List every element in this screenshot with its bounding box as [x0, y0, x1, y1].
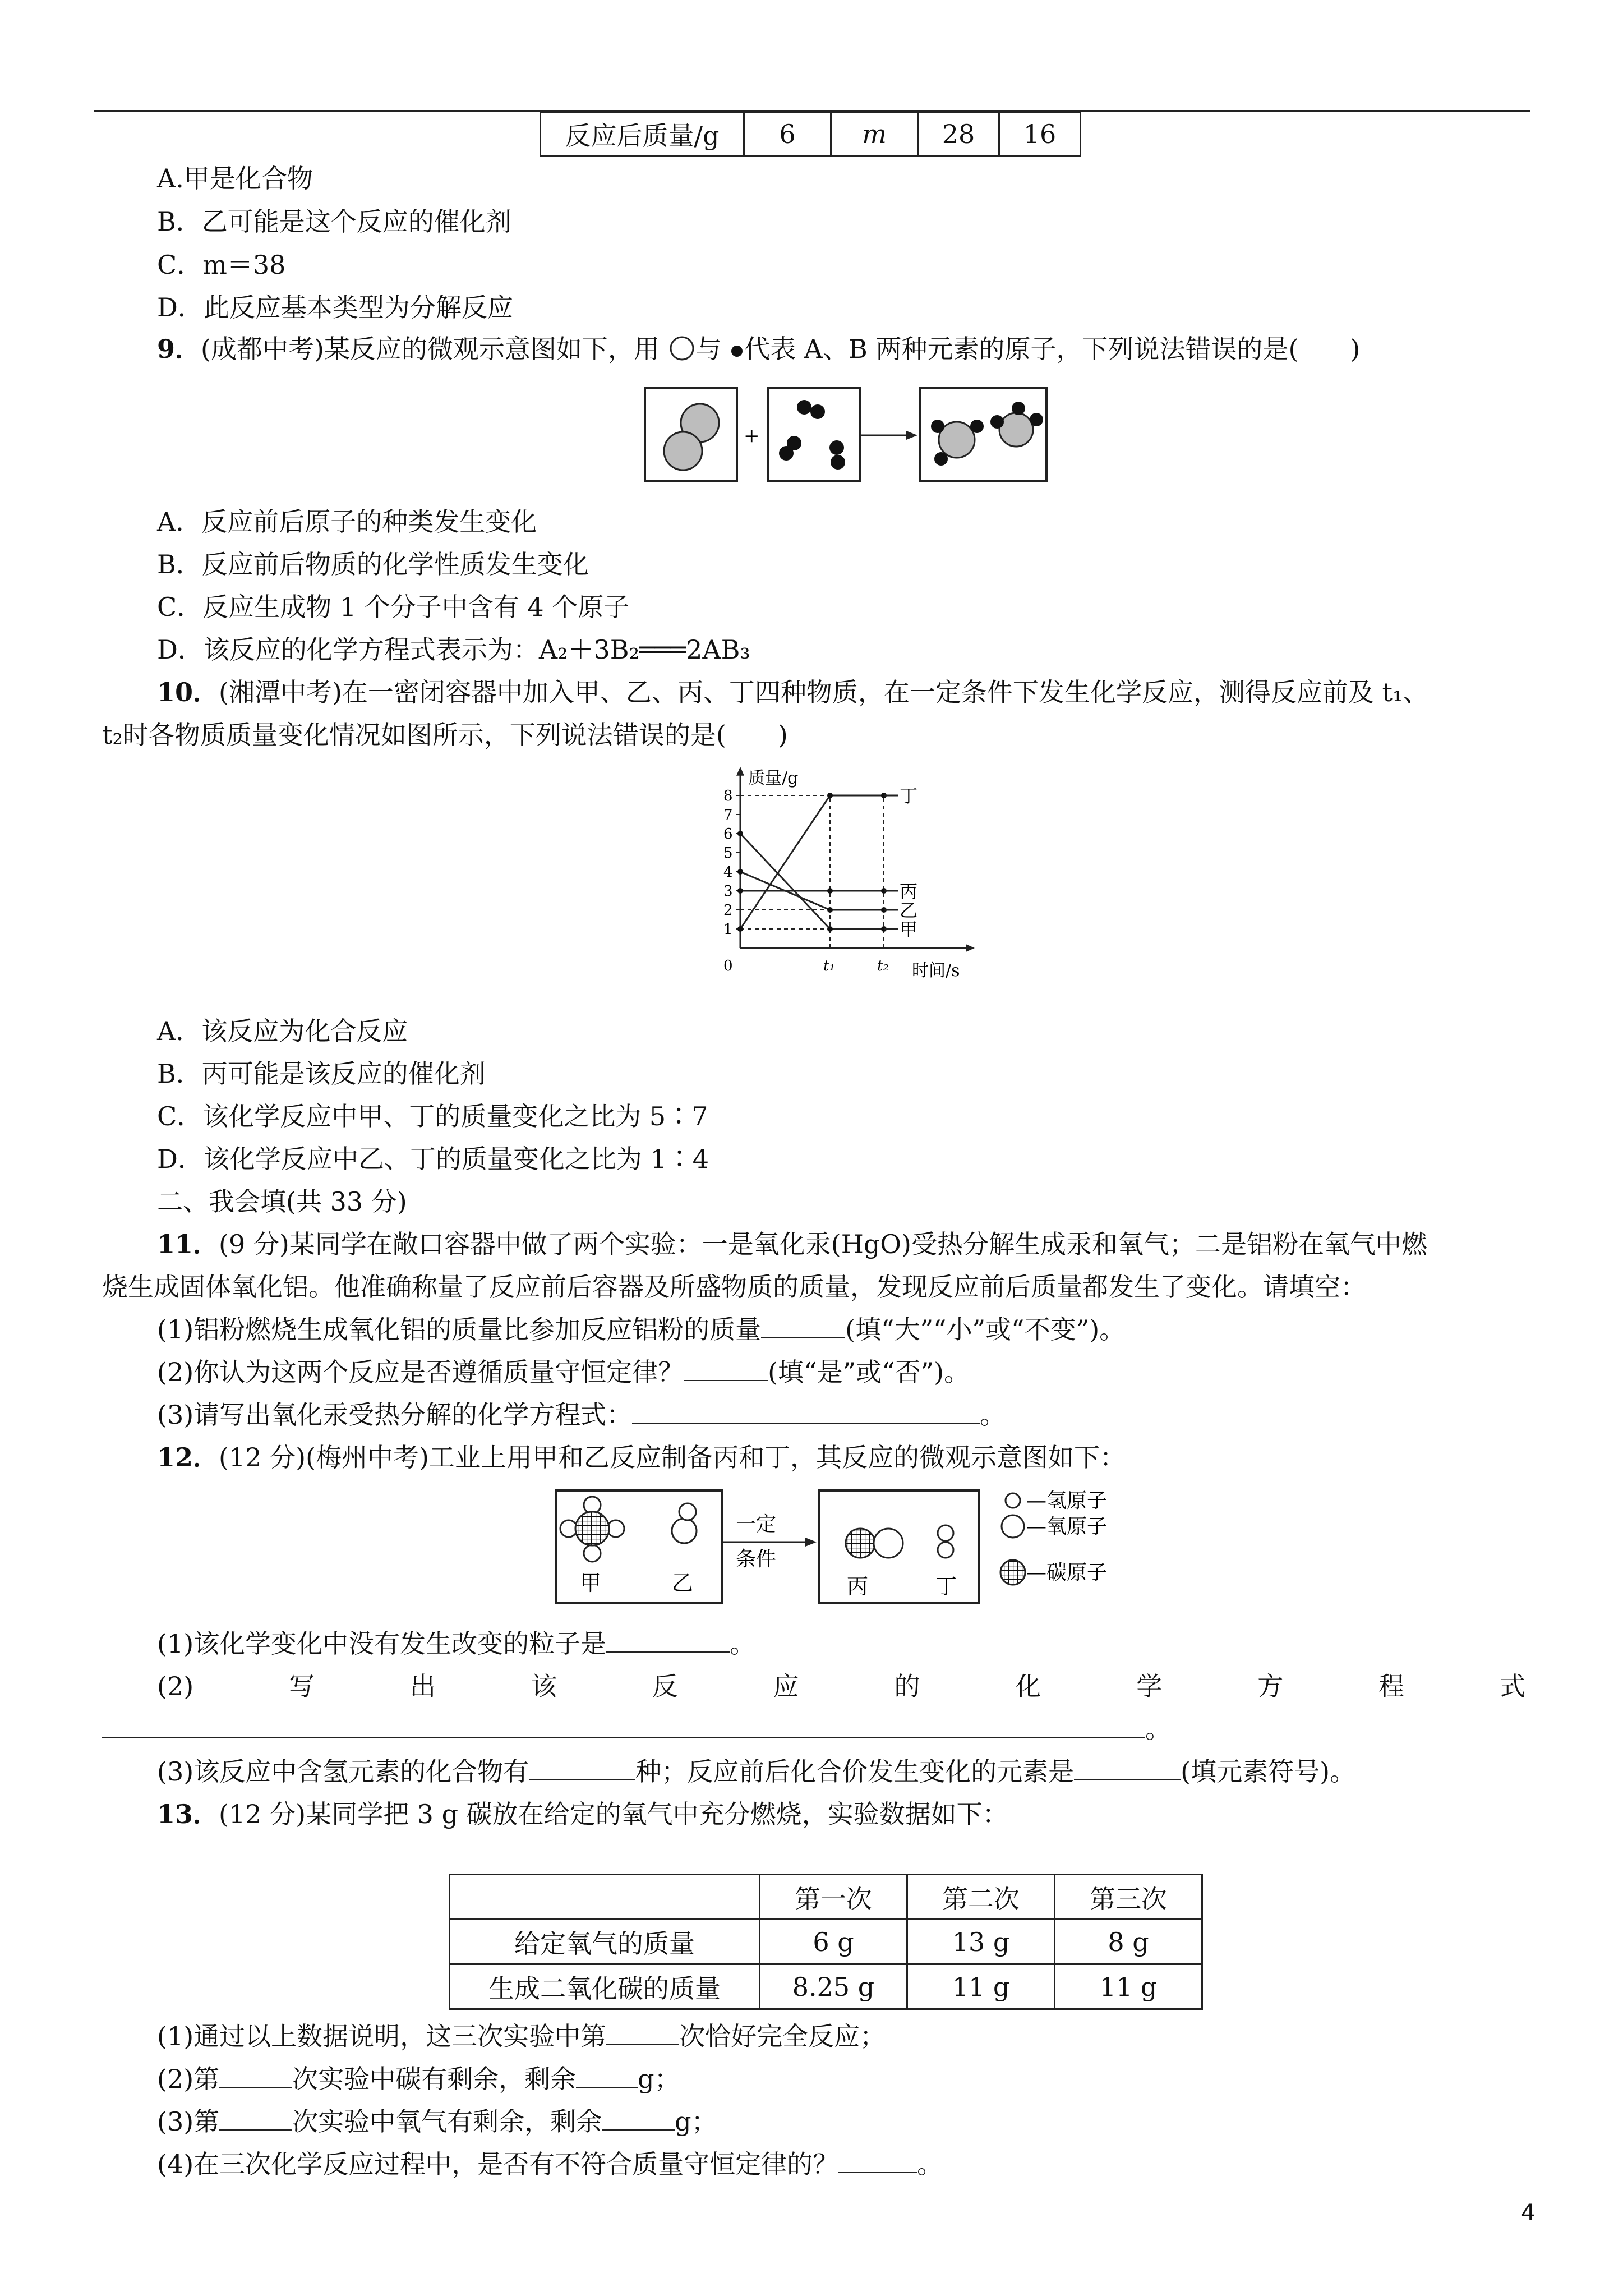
answer-blank[interactable] [761, 1313, 845, 1338]
q10-question-line1 [157, 675, 1428, 709]
q12-text: 写 [289, 1671, 315, 1701]
q12-text: (3)该反应中含氢元素的化合物有 [157, 1756, 529, 1787]
series-label: 甲 [900, 919, 918, 940]
q13-part4 [157, 2147, 943, 2181]
answer-blank[interactable] [606, 1627, 730, 1653]
table-row [450, 1964, 1202, 2009]
q11-text: (3)请写出氧化汞受热分解的化学方程式： [157, 1400, 633, 1430]
ding-label: 丁 [935, 1574, 957, 1599]
data-point [737, 926, 743, 932]
q12-text: 式 [1499, 1671, 1525, 1701]
legend-oxygen: —氧原子 [1026, 1515, 1108, 1538]
origin-label: 0 [723, 958, 733, 974]
legend-carbon: —碳原子 [1026, 1561, 1108, 1584]
y-axis-label: 质量/g [748, 768, 799, 788]
yi-label: 乙 [672, 1571, 694, 1595]
question-number: 11． [157, 1229, 219, 1259]
q12-part2 [157, 1669, 1525, 1703]
table-cell: 11 g [1055, 1964, 1202, 2009]
q13-text: 次恰好完全反应； [679, 2021, 886, 2051]
q13-text: g； [638, 2064, 680, 2094]
q10-option-b: B．丙可能是该反应的催化剂 [157, 1059, 486, 1089]
q11-text: (9 分)某同学在敞口容器中做了两个实验：一是氧化汞(HgO)受热分解生成汞和氧气；二是铝粉在氧气中燃 [219, 1229, 1427, 1259]
q12-text: 方 [1257, 1671, 1284, 1701]
legend-hydrogen: —氢原子 [1026, 1489, 1108, 1512]
answer-blank[interactable] [684, 1355, 768, 1381]
q12-text: 的 [894, 1671, 920, 1701]
table-cell: 13 g [907, 1920, 1055, 1964]
jia-label: 甲 [580, 1571, 602, 1595]
q13-part3 [157, 2105, 717, 2138]
x-tick-label: t₂ [877, 958, 889, 974]
q9-option-a: A．反应前后原子的种类发生变化 [157, 507, 537, 537]
data-point [737, 831, 743, 836]
x-axis-label: 时间/s [912, 961, 960, 981]
y-tick-label: 8 [723, 788, 733, 804]
y-tick-label: 6 [723, 826, 733, 843]
table-cell: 8.25 g [760, 1964, 907, 2009]
x-axis-arrow-icon [966, 944, 975, 952]
q10-option-d: D．该化学反应中乙、丁的质量变化之比为 1∶4 [157, 1144, 709, 1174]
q13-part2 [157, 2062, 680, 2096]
q13-text: 。 [917, 2149, 943, 2179]
q9-option-d: D．该反应的化学方程式表示为：A₂＋3B₂═══2AB₃ [157, 634, 750, 665]
q13-question [157, 1797, 1008, 1831]
q13-text: (1)通过以上数据说明，这三次实验中第 [157, 2021, 607, 2051]
q9-option-b: B．反应前后物质的化学性质发生变化 [157, 549, 589, 579]
section-heading: 二、我会填(共 33 分) [157, 1186, 407, 1217]
q12-text: 反 [652, 1671, 678, 1701]
plus-sign: + [744, 425, 760, 447]
answer-blank[interactable] [632, 1398, 980, 1424]
q13-data-table [449, 1874, 1203, 2010]
answer-blank[interactable] [529, 1755, 635, 1780]
q8-option-b: B．乙可能是这个反应的催化剂 [157, 206, 511, 237]
carbon-atom-icon [1000, 1560, 1025, 1585]
table-cell: 28 [918, 112, 999, 157]
x-tick-label: t₁ [823, 958, 835, 974]
page-number: 4 [1521, 2200, 1536, 2226]
q10-mass-time-chart [707, 763, 1021, 999]
table-cell: 6 g [760, 1920, 907, 1964]
q13-text: (4)在三次化学反应过程中，是否有不符合质量守恒定律的？ [157, 2149, 839, 2179]
q9-text: 与 [695, 334, 722, 364]
answer-blank[interactable] [1074, 1755, 1181, 1780]
table-cell: m [831, 112, 918, 157]
y-tick-label: 5 [723, 845, 733, 862]
table-cell: 生成二氧化碳的质量 [450, 1964, 760, 2009]
q13-part1 [157, 2019, 886, 2053]
series-label: 乙 [900, 900, 918, 921]
q12-micro-diagram [555, 1489, 1183, 1618]
q11-part2 [157, 1355, 970, 1389]
q9-micro-diagram [644, 387, 1048, 488]
q11-part1 [157, 1313, 1125, 1346]
table-row [450, 1920, 1202, 1964]
data-point [827, 888, 833, 894]
data-point [827, 926, 833, 932]
table-cell: 16 [999, 112, 1081, 157]
q11-text: 。 [980, 1400, 1006, 1430]
q12-text: 种；反应前后化合价发生变化的元素是 [635, 1756, 1075, 1787]
arrow-bottom-label: 条件 [736, 1548, 777, 1571]
q12-text: 。 [730, 1628, 756, 1659]
q11-text: (填“是”或“否”)。 [768, 1357, 970, 1387]
q13-text: (12 分)某同学把 3 g 碳放在给定的氧气中充分燃烧，实验数据如下： [219, 1799, 1008, 1829]
y-tick-label: 4 [723, 864, 733, 881]
table-header: 第二次 [907, 1875, 1055, 1920]
series-label: 丁 [900, 785, 918, 807]
q11-text: (填“大”“小”或“不变”)。 [845, 1314, 1126, 1345]
q12-text: 程 [1378, 1671, 1405, 1701]
q9-text: (成都中考)某反应的微观示意图如下，用 [201, 334, 660, 364]
q11-question-line2: 烧生成固体氧化铝。他准确称量了反应前后容器及所盛物质的质量，发现反应前后质量都发生了变化。请填空： [102, 1272, 1366, 1302]
table-header: 第三次 [1055, 1875, 1202, 1920]
table-cell: 给定氧气的质量 [450, 1920, 760, 1964]
question-number: 12． [157, 1442, 219, 1473]
table-cell: 11 g [907, 1964, 1055, 2009]
data-point [827, 793, 833, 798]
q12-text: 出 [409, 1671, 436, 1701]
question-number: 13． [157, 1799, 219, 1829]
q12-text: 该 [531, 1671, 557, 1701]
y-tick-label: 3 [723, 883, 733, 900]
q12-text: 应 [773, 1671, 799, 1701]
answer-blank[interactable] [838, 2147, 917, 2173]
table-cell: 反应后质量/g [541, 112, 744, 157]
q10-option-c: C．该化学反应中甲、丁的质量变化之比为 5∶7 [157, 1101, 708, 1131]
q12-text: (1)该化学变化中没有发生改变的粒子是 [157, 1628, 607, 1659]
q11-text: (1)铝粉燃烧生成氧化铝的质量比参加反应铝粉的质量 [157, 1314, 762, 1345]
q13-text: g； [675, 2106, 717, 2137]
data-point [737, 869, 743, 875]
q11-question-line1 [157, 1227, 1427, 1261]
table-header: 第一次 [760, 1875, 907, 1920]
small-atom-icon [730, 342, 744, 359]
q8-option-c: C．m＝38 [157, 250, 286, 280]
y-tick-label: 1 [723, 921, 733, 938]
table-cell: 8 g [1055, 1920, 1202, 1964]
q9-question [157, 332, 1360, 366]
arrow-top-label: 一定 [736, 1513, 777, 1536]
q8-option-d: D．此反应基本类型为分解反应 [157, 292, 513, 323]
y-tick-label: 2 [723, 902, 733, 919]
bing-label: 丙 [847, 1574, 869, 1599]
arrow-icon [805, 1538, 817, 1547]
question-number: 10． [157, 677, 219, 707]
answer-blank[interactable] [576, 2062, 638, 2088]
oxygen-atom-icon [1002, 1515, 1024, 1538]
hydrogen-atom-icon [1006, 1493, 1020, 1508]
q12-text: (填元素符号)。 [1181, 1756, 1356, 1787]
data-point [737, 888, 743, 894]
q12-text: 化 [1015, 1671, 1041, 1701]
q13-text: 次实验中碳有剩余，剩余 [292, 2064, 577, 2094]
q12-text: 学 [1136, 1671, 1163, 1701]
data-point [827, 907, 833, 913]
q9-text: 代表 A、B 两种元素的原子，下列说法错误的是( ) [744, 334, 1361, 364]
series-label: 丙 [900, 881, 918, 902]
answer-blank[interactable] [102, 1712, 1145, 1738]
q13-text: (2)第 [157, 2064, 220, 2094]
q12-part3 [157, 1755, 1355, 1788]
q11-part3 [157, 1398, 1006, 1432]
y-tick-label: 7 [723, 807, 733, 823]
q12-text: 。 [1145, 1714, 1171, 1744]
q10-question-line2: t₂时各物质质量变化情况如图所示，下列说法错误的是( ) [102, 720, 788, 750]
answer-blank[interactable] [602, 2105, 675, 2131]
arrow-icon [906, 431, 917, 440]
q11-text: (2)你认为这两个反应是否遵循质量守恒定律？ [157, 1357, 684, 1387]
q9-option-c: C．反应生成物 1 个分子中含有 4 个原子 [157, 592, 630, 622]
table-row [541, 112, 1081, 157]
q12-part2-answer [102, 1712, 1171, 1746]
q10-text: (湘潭中考)在一密闭容器中加入甲、乙、丙、丁四种物质，在一定条件下发生化学反应，测得反应前及 t₁、 [219, 677, 1429, 707]
q8-option-a: A.甲是化合物 [157, 163, 313, 194]
y-axis-arrow-icon [736, 767, 744, 776]
answer-blank[interactable] [219, 2062, 292, 2088]
q12-part1 [157, 1627, 755, 1660]
q13-text: (3)第 [157, 2106, 220, 2137]
table-header [450, 1875, 760, 1920]
large-atom-icon [668, 335, 696, 361]
table-cell: 6 [744, 112, 831, 157]
q10-option-a: A．该反应为化合反应 [157, 1016, 408, 1046]
question-number: 9． [157, 334, 201, 364]
table-row [450, 1875, 1202, 1920]
q13-text: 次实验中氧气有剩余，剩余 [292, 2106, 602, 2137]
top-data-table [540, 111, 1081, 157]
q12-text: (12 分)(梅州中考)工业上用甲和乙反应制备丙和丁，其反应的微观示意图如下： [219, 1442, 1126, 1473]
answer-blank[interactable] [219, 2105, 292, 2131]
answer-blank[interactable] [606, 2019, 679, 2045]
q12-question [157, 1441, 1126, 1474]
q12-text: (2) [157, 1671, 194, 1701]
